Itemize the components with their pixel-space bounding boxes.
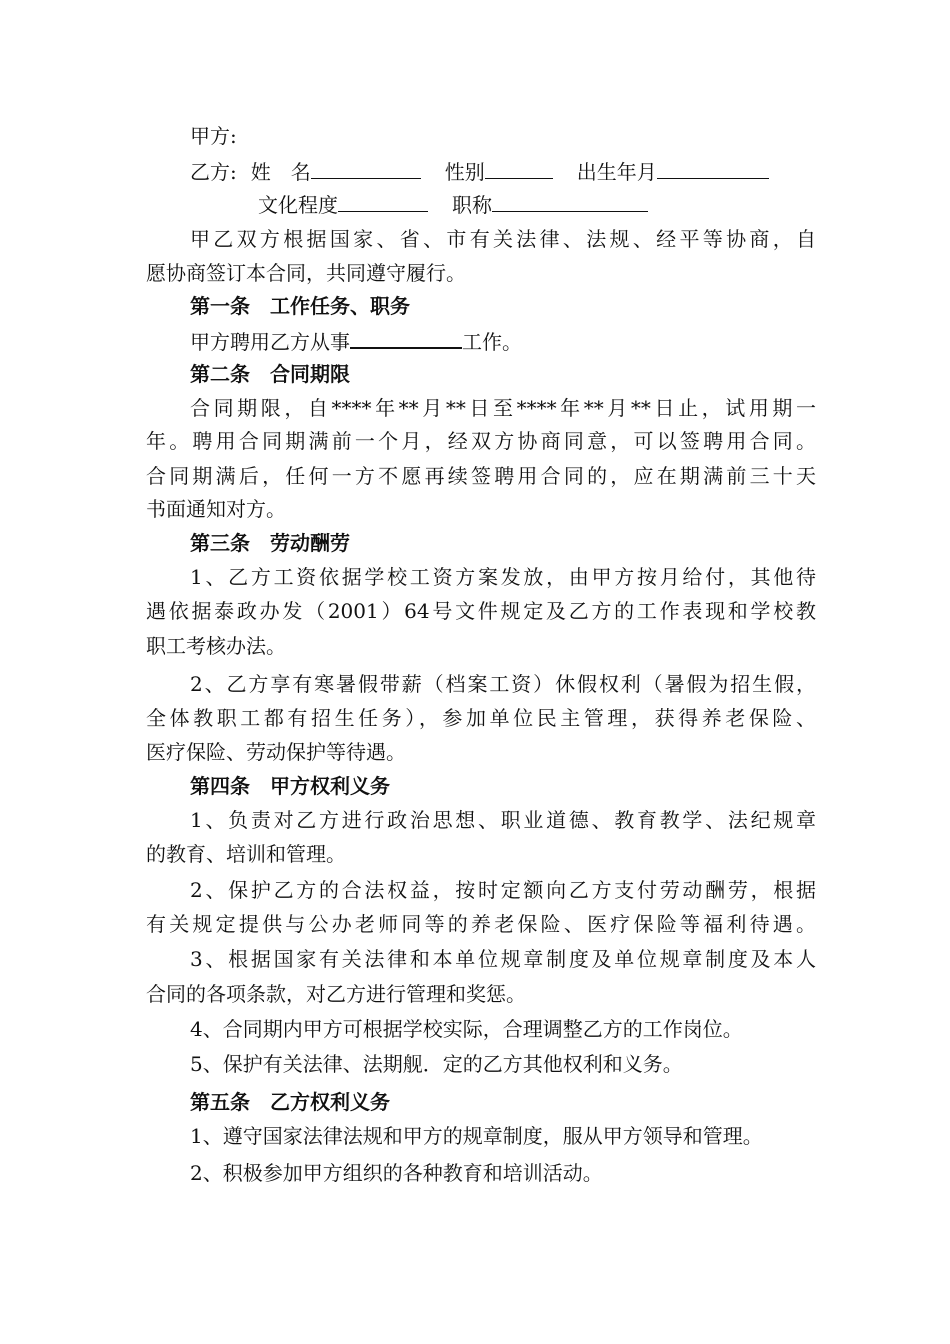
- article-5-heading: 第五条 乙方权利义务: [190, 1090, 390, 1114]
- education-line: [258, 187, 816, 221]
- intro-line-2: 愿协商签订本合同，共同遵守履行。: [146, 261, 466, 285]
- article-4-item-1-line-1: 1、负责对乙方进行政治思想、职业道德、教育教学、法纪规章: [190, 808, 816, 832]
- title-blank[interactable]: [492, 187, 648, 212]
- education-label: 文化程度: [258, 193, 338, 217]
- article-2-line-1: 合同期限，自****年**月**日至****年**月**日止，试用期一: [190, 396, 816, 420]
- name-label: 姓 名: [250, 160, 311, 184]
- party-b-label: 乙方:: [190, 160, 237, 184]
- article-1-post: 工作。: [462, 330, 522, 354]
- article-3-p1-line-2: 遇依据泰政办发（2001）64号文件规定及乙方的工作表现和学校教: [146, 599, 816, 623]
- article-1-heading: 第一条 工作任务、职务: [190, 294, 410, 318]
- article-4-item-2-line-1: 2、保护乙方的合法权益，按时定额向乙方支付劳动酬劳，根据: [190, 878, 816, 902]
- article-2-line-3: 合同期满后，任何一方不愿再续签聘用合同的，应在期满前三十天: [146, 464, 816, 488]
- gender-blank[interactable]: [485, 154, 553, 179]
- article-4-item-2-line-2: 有关规定提供与公办老师同等的养老保险、医疗保险等福利待遇。: [146, 912, 816, 936]
- party-a-line: [190, 119, 816, 153]
- title-label: 职称: [452, 193, 492, 217]
- article-4-item-3-line-1: 3、根据国家有关法律和本单位规章制度及单位规章制度及本人: [190, 947, 816, 971]
- article-2-line-2: 年。聘用合同期满前一个月，经双方协商同意，可以签聘用合同。: [146, 429, 816, 453]
- article-3-p2-line-3: 医疗保险、劳动保护等待遇。: [146, 740, 406, 764]
- article-3-p1-line-1: 1、乙方工资依据学校工资方案发放，由甲方按月给付，其他待: [190, 565, 816, 589]
- article-1-body: [190, 323, 816, 357]
- article-4-heading: 第四条 甲方权利义务: [190, 774, 390, 798]
- education-blank[interactable]: [338, 187, 428, 212]
- article-1-pre: 甲方聘用乙方从事: [190, 330, 350, 354]
- article-3-p2-line-2: 全体教职工都有招生任务），参加单位民主管理，获得养老保险、: [146, 706, 816, 730]
- gender-label: 性别: [444, 160, 485, 184]
- article-4-item-5: 5、保护有关法律、法期舰．定的乙方其他权利和义务。: [190, 1052, 683, 1076]
- article-5-item-2: 2、积极参加甲方组织的各种教育和培训活动。: [190, 1161, 603, 1185]
- article-4-item-4: 4、合同期内甲方可根据学校实际，合理调整乙方的工作岗位。: [190, 1017, 743, 1041]
- party-a-label: 甲方:: [190, 124, 237, 148]
- birth-blank[interactable]: [657, 154, 769, 179]
- job-blank[interactable]: [350, 323, 462, 349]
- article-4-item-3-line-2: 合同的各项条款，对乙方进行管理和奖惩。: [146, 982, 526, 1006]
- intro-line-1: 甲乙双方根据国家、省、市有关法律、法规、经平等协商，自: [190, 227, 816, 251]
- party-b-line: [190, 154, 816, 188]
- article-5-item-1: 1、遵守国家法律法规和甲方的规章制度，服从甲方领导和管理。: [190, 1124, 763, 1148]
- birth-label: 出生年月: [576, 160, 657, 184]
- article-2-heading: 第二条 合同期限: [190, 362, 350, 386]
- article-2-line-4: 书面通知对方。: [146, 497, 286, 521]
- article-3-heading: 第三条 劳动酬劳: [190, 531, 350, 555]
- article-4-item-1-line-2: 的教育、培训和管理。: [146, 842, 346, 866]
- name-blank[interactable]: [311, 154, 421, 179]
- article-3-p2-line-1: 2、乙方享有寒暑假带薪（档案工资）休假权利（暑假为招生假，: [190, 672, 816, 696]
- article-3-p1-line-3: 职工考核办法。: [146, 634, 286, 658]
